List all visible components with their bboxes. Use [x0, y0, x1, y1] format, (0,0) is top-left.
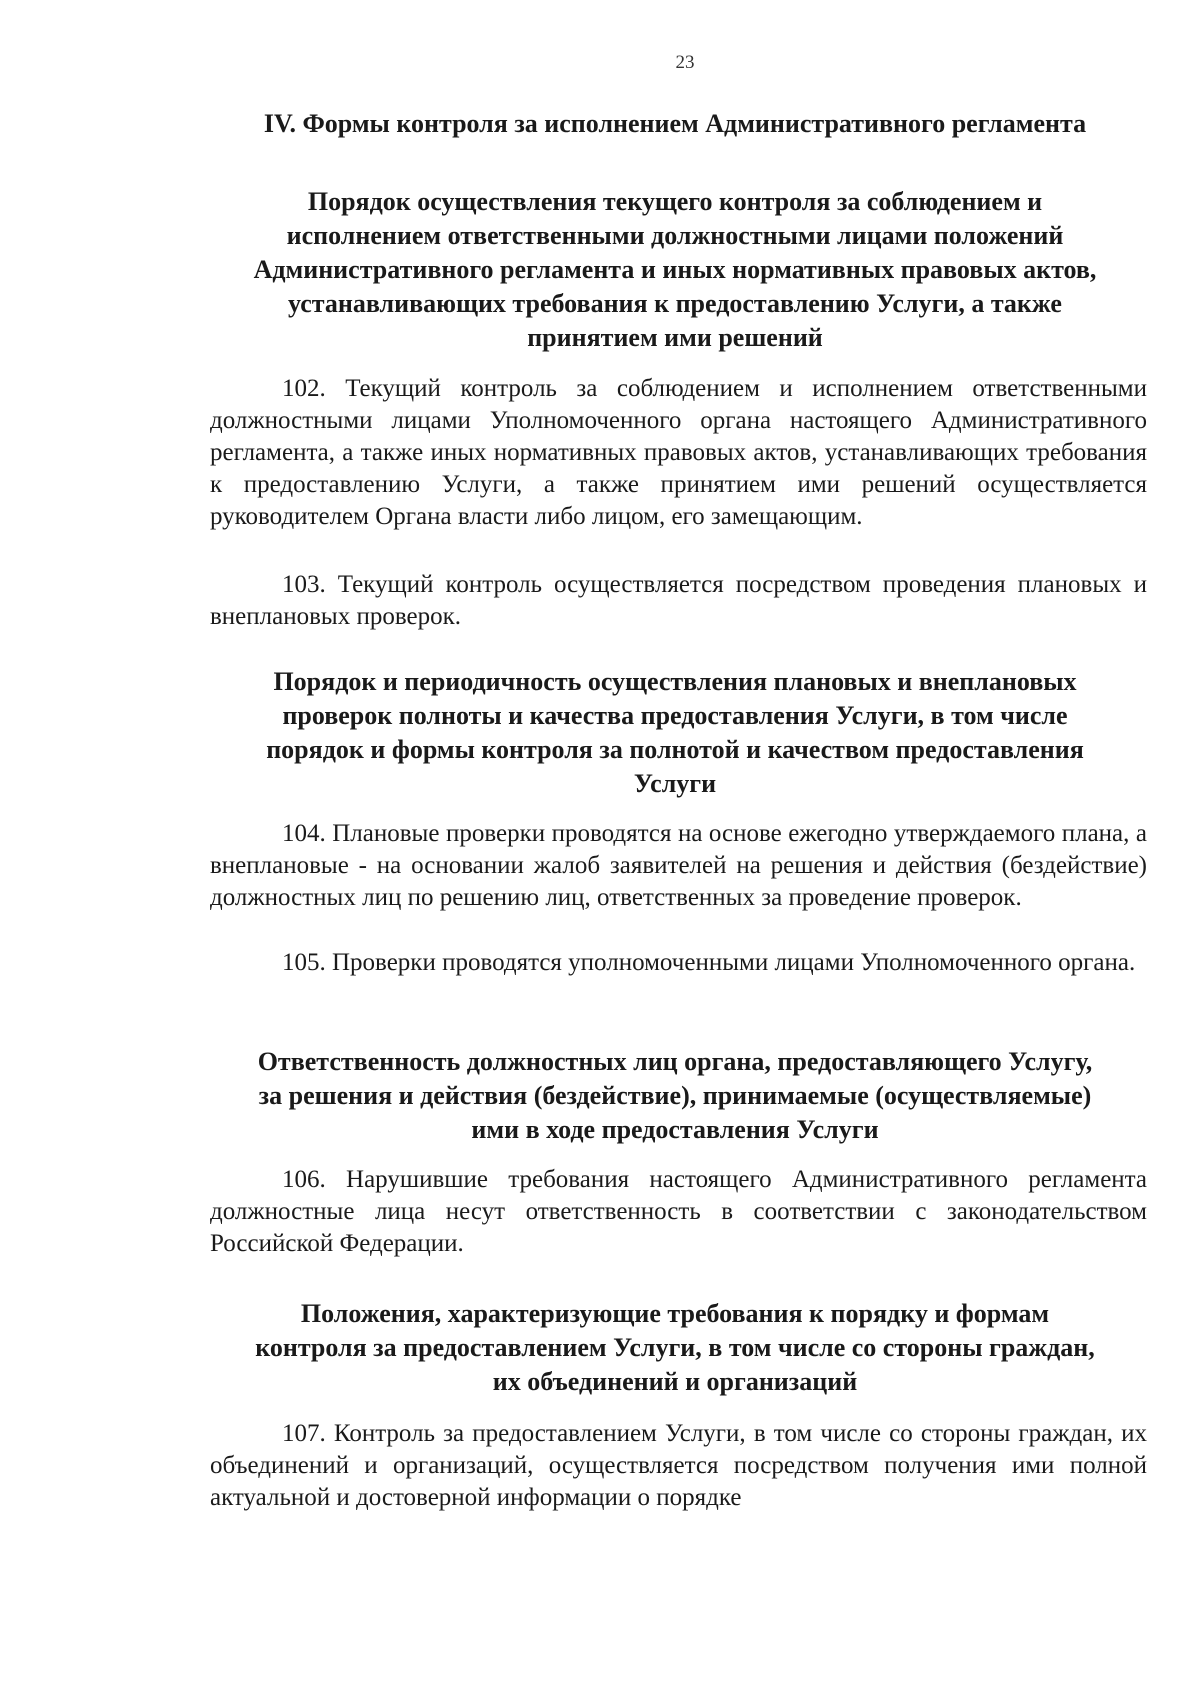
paragraph-106: 106. Нарушившие требования настоящего Административного регламента должностные лица несут ответственность в соответствии с законодательством Российской Федерации.	[210, 1166, 1147, 1257]
paragraph-103: 103. Текущий контроль осуществляется посредством проведения плановых и внеплановых проверок.	[210, 571, 1147, 630]
section-title-line: Услуги	[633, 769, 717, 798]
page-number: 23	[675, 52, 695, 73]
section-title-line: проверок полноты и качества предоставления Услуги, в том числе	[282, 701, 1068, 730]
section-title-line: контроля за предоставлением Услуги, в том числе со стороны граждан,	[255, 1333, 1095, 1362]
section-title-1	[170, 185, 1180, 355]
section-title-line: порядок и формы контроля за полнотой и качеством предоставления	[266, 735, 1084, 764]
section-title-line: за решения и действия (бездействие), принимаемые (осуществляемые)	[258, 1081, 1092, 1110]
paragraph-104: 104. Плановые проверки проводятся на основе ежегодно утверждаемого плана, а внеплановые - на основании жалоб заявителей на решения и действия (бездействие) должностных лиц по решению лиц, ответственных за проведение проверок.	[210, 820, 1147, 911]
section-title-3	[170, 1045, 1180, 1147]
section-title-line: исполнением ответственными должностными лицами положений	[286, 221, 1064, 250]
section-title-line: Административного регламента и иных нормативных правовых актов,	[253, 255, 1097, 284]
section-title-line: Порядок осуществления текущего контроля за соблюдением и	[307, 187, 1043, 216]
section-title-line: их объединений и организаций	[492, 1367, 858, 1396]
section-title-line: принятием ими решений	[527, 323, 823, 352]
section-title-line: устанавливающих требования к предоставлению Услуги, а также	[288, 289, 1062, 318]
section-title-line: Положения, характеризующие требования к порядку и формам	[300, 1299, 1050, 1328]
section-title-line: ими в ходе предоставления Услуги	[471, 1115, 879, 1144]
paragraph-102: 102. Текущий контроль за соблюдением и исполнением ответственными должностными лицами Уполномоченного органа настоящего Административного регламента, а также иных нормативных правовых актов, устанавливающих требования к предоставлению Услуги, а также принятием ими решений осуществляется руководителем Органа власти либо лицом, его замещающим.	[210, 375, 1147, 530]
chapter-title: IV. Формы контроля за исполнением Административного регламента	[263, 109, 1087, 138]
section-title-4	[170, 1297, 1180, 1399]
section-title-line: Ответственность должностных лиц органа, предоставляющего Услугу,	[257, 1047, 1093, 1076]
paragraph-107: 107. Контроль за предоставлением Услуги, в том числе со стороны граждан, их объединений и организаций, осуществляется посредством получения ими полной актуальной и достоверной информации о порядке	[210, 1420, 1147, 1511]
section-title-2	[170, 665, 1180, 801]
paragraph-105: 105. Проверки проводятся уполномоченными лицами Уполномоченного органа.	[282, 949, 1136, 976]
section-title-line: Порядок и периодичность осуществления плановых и внеплановых	[273, 667, 1077, 696]
